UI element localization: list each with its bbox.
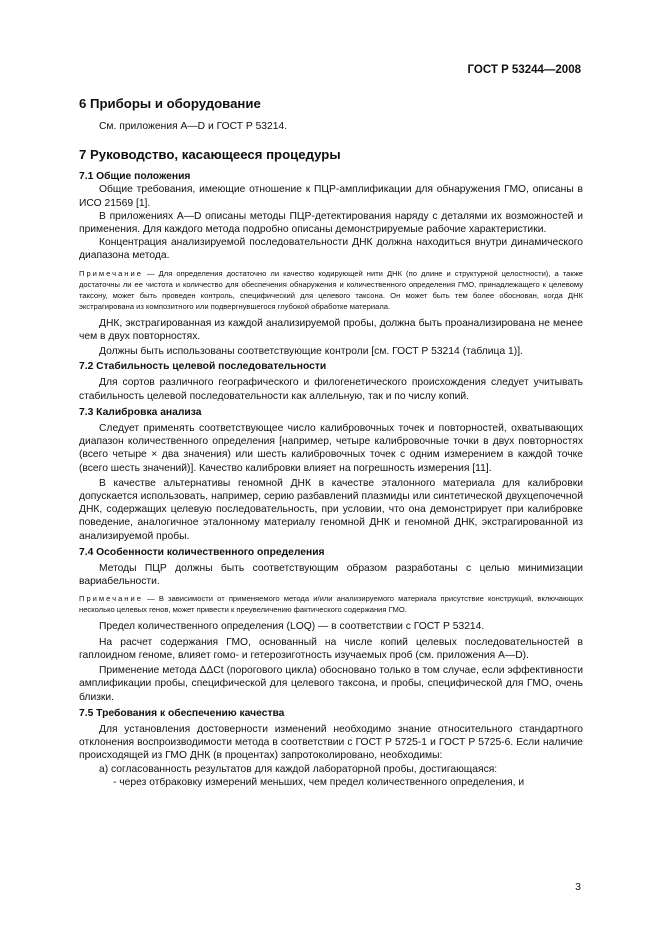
section-7-5-title: 7.5 Требования к обеспечению качества xyxy=(79,707,285,719)
section-7-4-p4: Применение метода ΔΔCt (порогового цикла) обосновано только в том случае, если эффективности амплификации пробы, специфической для целевого таксона, и пробы, специфической для ГМО, очень близки. xyxy=(79,665,583,703)
section-7-1-p3: Концентрация анализируемой последовательности ДНК должна находиться внутри динамического диапазона метода. xyxy=(79,237,583,262)
section-6-title: 6 Приборы и оборудование xyxy=(79,96,261,111)
section-7-title: 7 Руководство, касающееся процедуры xyxy=(79,147,341,163)
section-7-1-note: Примечание — Для определения достаточно ли качество кодирующей нити ДНК (по длине и структурной целостности), а также достаточны ли ее чистота и количество для обеспечения обнаружения и количественного определения ГМО, принадлежащего к целевому таксону, может быть проведен контроль, специфический для целевого таксона. Он может быть тем более обоснован, когда ДНК экстрагирована из композитного или подвергнувшегося глубокой обработке материала. xyxy=(79,268,583,311)
section-7-4-p1: Методы ПЦР должны быть соответствующим образом разработаны с целью минимизации вариабельности. xyxy=(79,563,583,588)
section-7-1-p1: Общие требования, имеющие отношение к ПЦР-амплификации для обнаружения ГМО, описаны в ИСО 21569 [1]. xyxy=(79,184,583,209)
section-7-4-p2: Предел количественного определения (LOQ) — в соответствии с ГОСТ Р 53214. xyxy=(99,621,485,633)
section-7-2-p1: Для сортов различного географического и филогенетического происхождения следует учитывать стабильность целевой последовательности как аллельную, так и по числу копий. xyxy=(79,377,583,402)
section-7-1-p2: В приложениях A—D описаны методы ПЦР-детектирования наряду с деталями их возможностей и применения. Для каждого метода подробно описаны демонстрируемые рабочие характеристики. xyxy=(79,210,583,236)
section-6-text: См. приложения A—D и ГОСТ Р 53214. xyxy=(99,121,288,132)
section-7-4-title: 7.4 Особенности количественного определения xyxy=(79,546,325,558)
section-7-4-note: Примечание — В зависимости от применяемого метода и/или анализируемого материала присутствие конструкций, включающих несколько целевых генов, может привести к преувеличению фактического содержания ГМО. xyxy=(79,594,583,615)
section-7-3-p1: Следует применять соответствующее число калибровочных точек и повторностей, охватывающих диапазон количественного определения [например, четыре калибровочные точки в двух повторностях (всего четыре × два значения) или шесть калибровочных точек с одним измерением в каждой точке (всего шесть значений)]. Качество калибровки влияет на погрешность измерения [11]. xyxy=(79,423,583,474)
section-7-1-title: 7.1 Общие положения xyxy=(79,171,191,183)
section-7-5-dash-item: - через отбраковку измерений меньших, чем предел количественного определения, и xyxy=(113,776,525,788)
section-7-2-title: 7.2 Стабильность целевой последовательности xyxy=(79,361,327,373)
section-7-5-item-a: а) согласованность результатов для каждой лабораторной пробы, достигающаяся: xyxy=(99,763,498,775)
section-7-3-p2: В качестве альтернативы геномной ДНК в качестве эталонного материала для калибровки допускается использовать, например, серию разбавлений плазмиды или синтетической двухцепочечной ДНК, содержащих целевую последовательность, при условии, что она демонстрирует при калибровке поведение, аналогичное эталонному материалу геномной ДНК и геномной ДНК, экстрагированной из анализируемой пробы. xyxy=(79,477,583,542)
page-content xyxy=(79,96,583,789)
section-7-1-p4: ДНК, экстрагированная из каждой анализируемой пробы, должна быть проанализирована не менее чем в двух повторностях. xyxy=(79,317,583,342)
section-7-1-p5: Должны быть использованы соответствующие контроли [см. ГОСТ Р 53214 (таблица 1)]. xyxy=(99,346,523,358)
page-number: 3 xyxy=(575,881,581,893)
document-id: ГОСТ Р 53244—2008 xyxy=(467,64,581,76)
section-7-5-p1: Для установления достоверности изменений необходимо знание относительного стандартного отклонения воспроизводимости метода в соответствии с ГОСТ Р 5725-1 и ГОСТ Р 5725-6. Если наличие происходящей из ГМО ДНК (в процентах) запротоколировано, необходимы: xyxy=(79,723,583,762)
section-7-3-title: 7.3 Калибровка анализа xyxy=(79,406,202,418)
section-7-4-p3: На расчет содержания ГМО, основанный на числе копий целевых последовательностей в гаплоидном геноме, влияет гомо- и гетерозиготность изучаемых проб (см. приложения A—D). xyxy=(79,636,583,661)
